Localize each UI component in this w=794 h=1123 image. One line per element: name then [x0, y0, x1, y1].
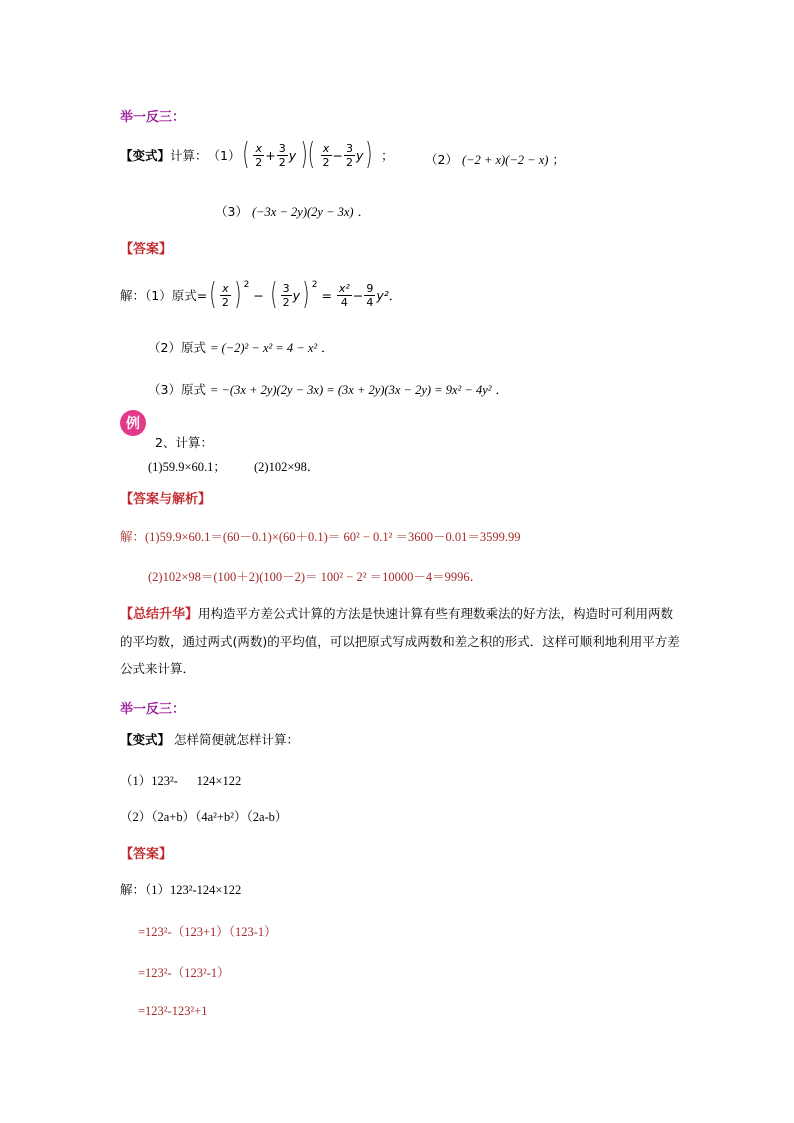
- variant-problem-2: [120, 730, 299, 748]
- summary-paragraph: [120, 600, 680, 682]
- example-title: 2、计算：: [155, 435, 213, 450]
- variant-prompt: 怎样简便就怎样计算：: [170, 732, 299, 747]
- variant-label: 【变式】: [120, 148, 171, 163]
- summary-label: 【总结升华】: [120, 607, 199, 622]
- fraction: $\frac{x}{2}$: [322, 141, 330, 169]
- answer-3-line-1: 解：（1）123²-124×122: [120, 883, 242, 897]
- variant-q1: （1）123²- 124×122: [120, 774, 242, 788]
- answer-1-line-2: （2）原式 = (−2)² − x² = 4 − x² ．: [148, 340, 334, 355]
- example-badge-icon: 例: [120, 410, 146, 436]
- summary-text: 用构造平方差公式计算的方法是快速计算有些有理数乘法的好方法，构造时可利用两数的平均数，通过两式(两数)的平均值，可以把原式写成两数和差之积的形式．这样可顺利地利用平方差公式来计算．: [120, 606, 680, 676]
- problem-number-3: （3）: [215, 204, 248, 219]
- answer-label-2: 【答案与解析】: [120, 492, 212, 507]
- answer-3-line-4: =123²-123²+1: [138, 1004, 208, 1018]
- variant-q2: （2）（2a+b）（4a²+b²）（2a-b）: [120, 810, 288, 824]
- example-items: (1)59.9×60.1； (2)102×98．: [148, 460, 320, 474]
- answer-2-line-1: 解：(1)59.9×60.1＝(60－0.1)×(60＋0.1)＝ 60² − 0.1² ＝3600－0.01＝3599.99: [120, 530, 521, 544]
- answer-label-3: 【答案】: [120, 847, 173, 862]
- fraction: $\frac{3}{2}$: [346, 141, 353, 169]
- answer-3-line-2: =123²-（123+1）（123-1）: [138, 925, 277, 939]
- problem-3: （3） (−3x − 2y)(2y − 3x) ．: [215, 204, 371, 219]
- answer-1-line-1: 解：（1）原式 = ( $\frac{x}{2}$ ) $^2$ − ( $\frac{3}{2}$ y ) $^2$ = $\frac{\text{x²}}{4}$ − $\frac{9}{4}$ y² ．: [120, 277, 402, 312]
- problem-3-expression: (−3x − 2y)(2y − 3x): [251, 205, 354, 219]
- answer-1-line-3: （3）原式 = −(3x + 2y)(2y − 3x) = (3x + 2y)(3x − 2y) = 9x² − 4y² ．: [148, 382, 509, 397]
- variant-label: 【变式】: [120, 732, 171, 747]
- answer-3-line-3: =123²-（123²-1）: [138, 966, 230, 980]
- answer-label-1: 【答案】: [120, 242, 173, 257]
- problem-number-2: （2）: [425, 152, 458, 167]
- problem-2: （2） (−2 + x)(−2 − x) ；: [425, 152, 565, 167]
- answer-2-line-2: (2)102×98＝(100＋2)(100－2)＝ 100² − 2² ＝10000－4＝9996．: [148, 570, 483, 584]
- fraction: $\frac{3}{2}$: [278, 141, 286, 169]
- variant-prompt: 计算：: [170, 148, 208, 163]
- problem-2-expression: (−2 + x)(−2 − x): [461, 153, 549, 167]
- problem-number-1: （1）: [207, 148, 241, 163]
- section-heading-2: 举一反三：: [120, 702, 186, 717]
- fraction: $\frac{x}{2}$: [255, 141, 263, 169]
- variant-problem-1: 【变式】 计算： （1） ( $\frac{x}{2}$ + $\frac{3}{2}$ y )( $\frac{x}{2}$ − $\frac{3}{2}$ y ) ；: [120, 137, 394, 172]
- section-heading-1: 举一反三：: [120, 110, 186, 125]
